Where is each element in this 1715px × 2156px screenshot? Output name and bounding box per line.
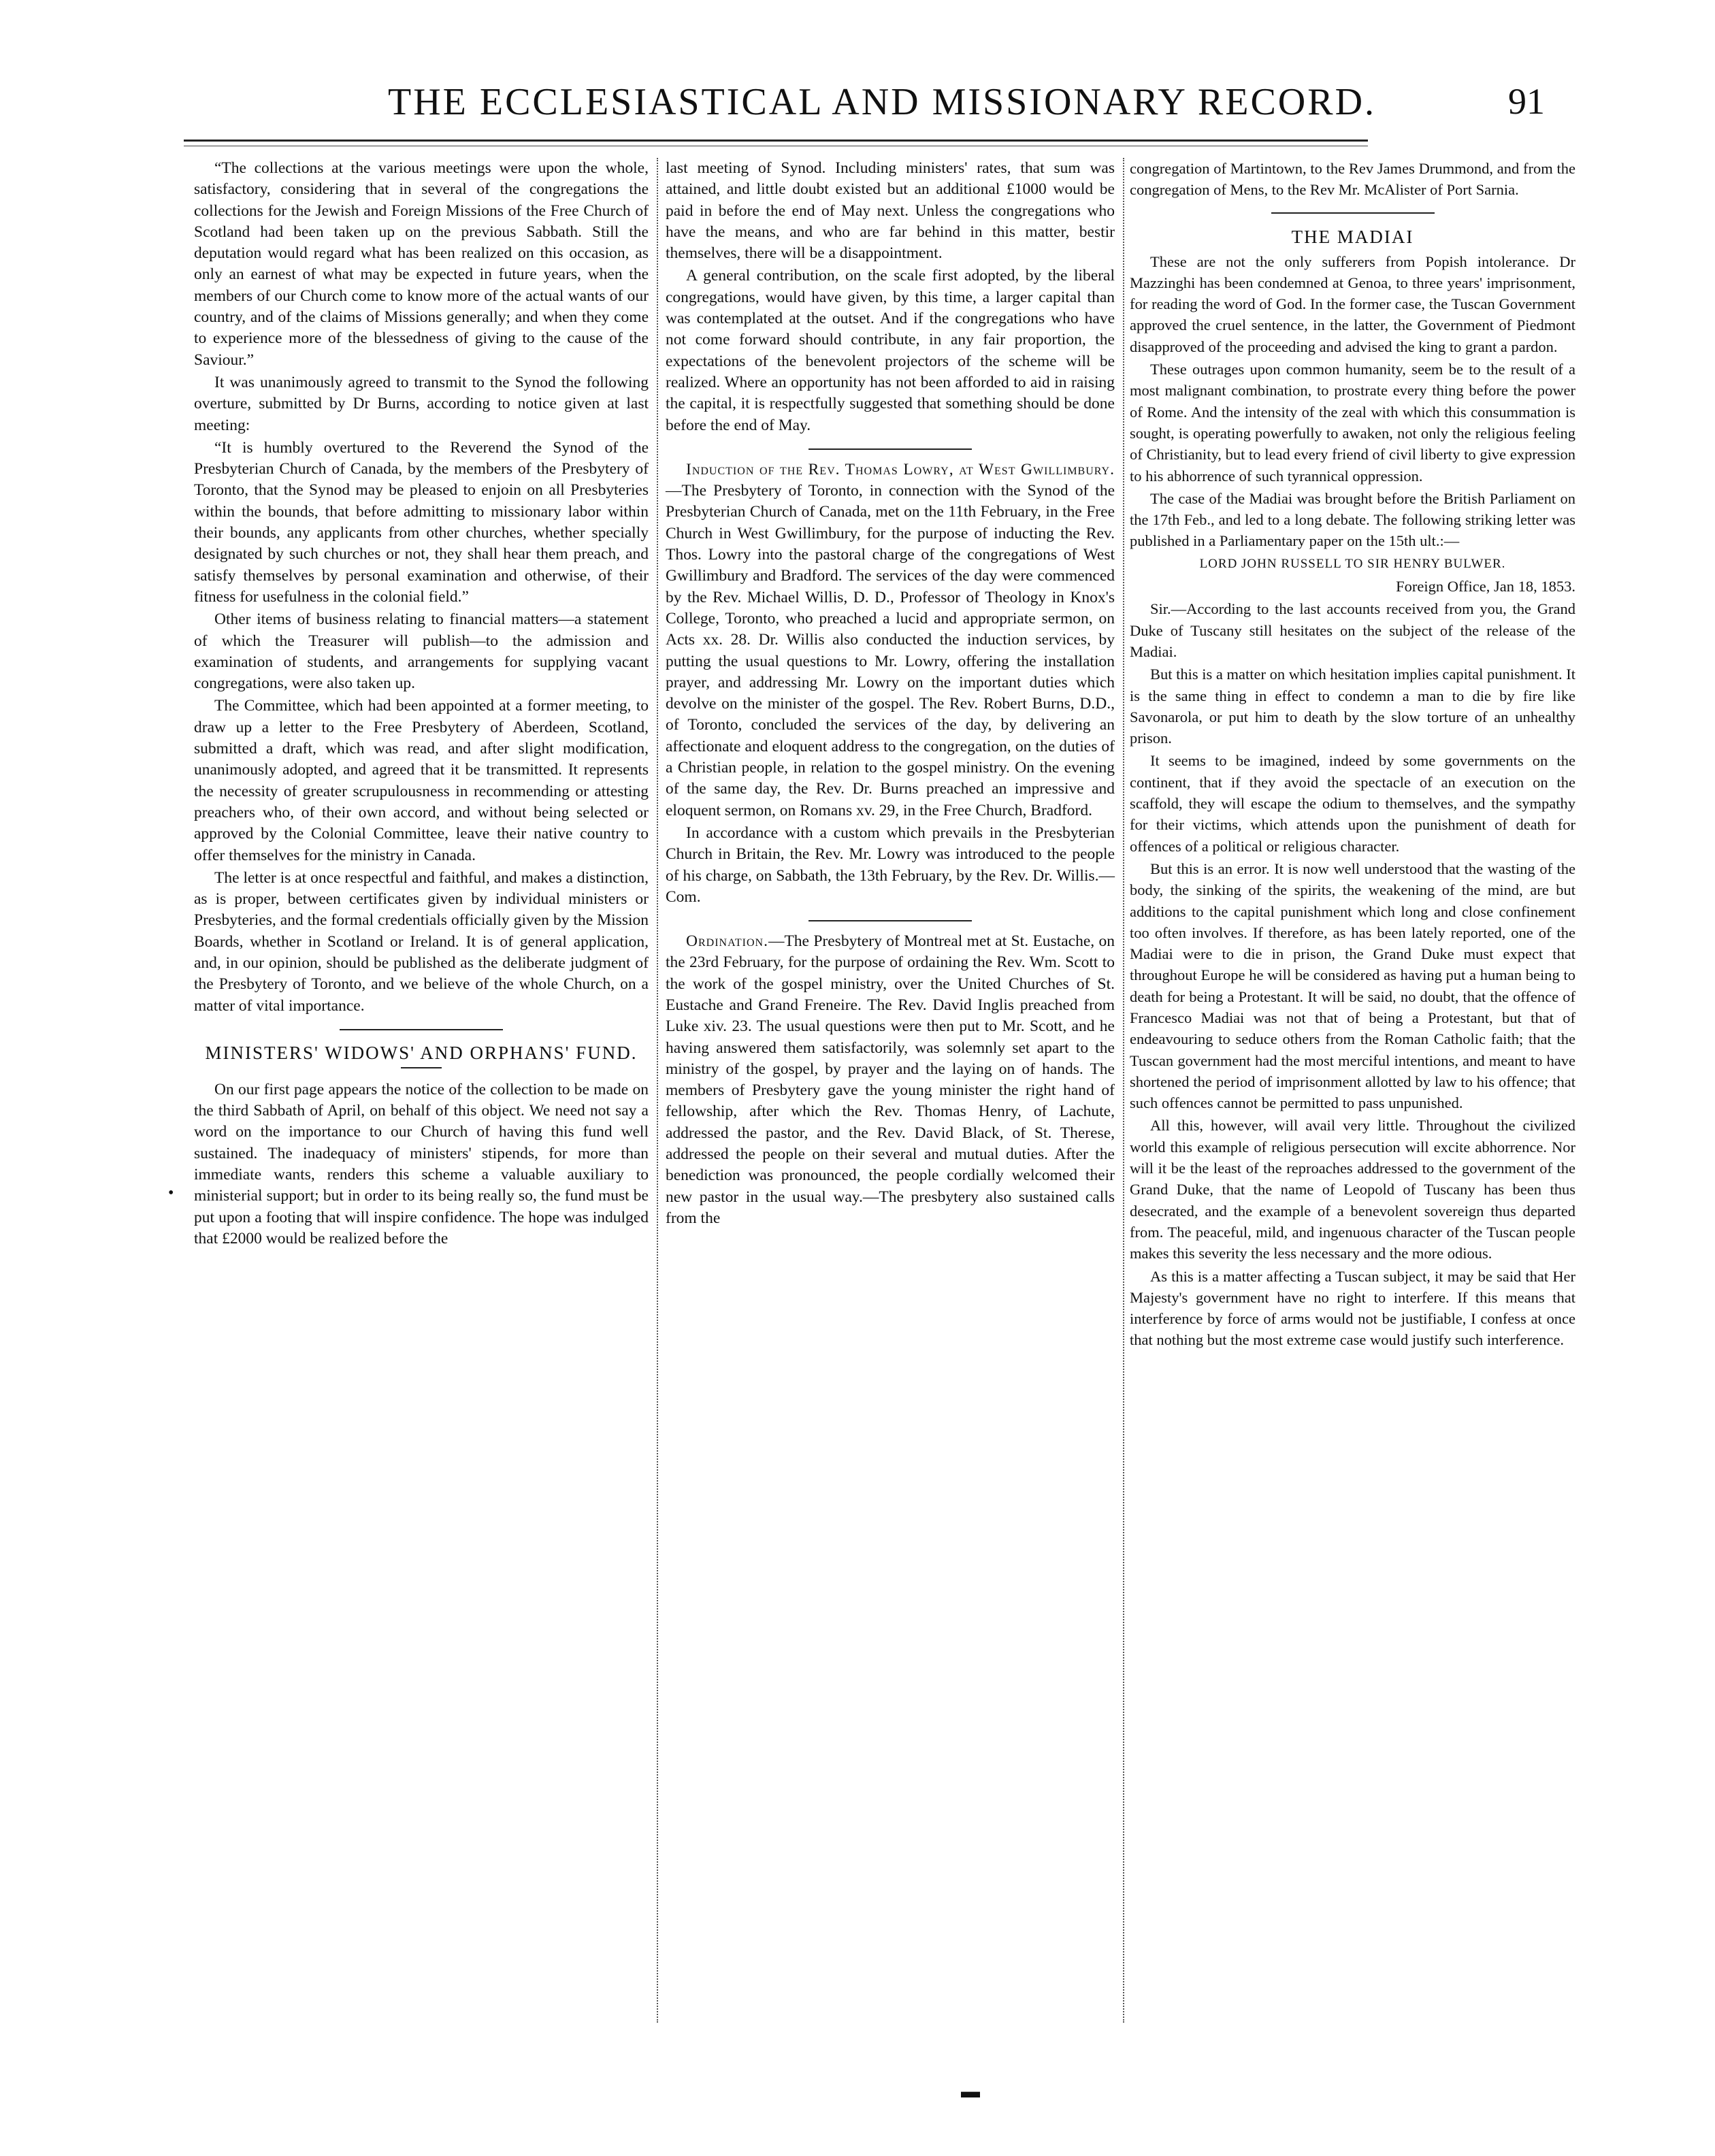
section-title: THE MADIAI — [1291, 226, 1414, 247]
column-3 — [1130, 158, 1575, 1352]
paragraph: Other items of business relating to financial matters—a statement of which the Treasurer will publish—to the admission and examination of students, and arrangements for supplying vacant congregations, were also taken up. — [194, 610, 649, 693]
column-divider-2 — [1123, 158, 1124, 2023]
journal-title: THE ECCLESIASTICAL AND MISSIONARY RECORD. — [388, 81, 1377, 123]
section-title: MINISTERS' WIDOWS' AND ORPHANS' FUND. — [205, 1042, 638, 1063]
article-heading: Ordination. — [686, 932, 768, 951]
letter-heading: LORD JOHN RUSSELL TO SIR HENRY BULWER. — [1199, 556, 1506, 571]
paragraph: As this is a matter affecting a Tuscan subject, it may be said that Her Majesty's government have no right to interfere. If this means that interference by force of arms would not be justifiable, I confess at once that nothing but the most extreme case would justify such interference. — [1130, 1267, 1575, 1349]
paragraph — [666, 931, 1115, 1229]
article-text: —The Presbytery of Montreal met at St. Eustache, on the 23rd February, for the purpose of ordaining the Rev. Wm. Scott to the work of the gospel ministry, over the United Churches of St. Eustache and Grand Freneire. The Rev. David Inglis preached from Luke xiv. 23. The usual questions were then put to Mr. Scott, and he having answered them satisfactorily, was solemnly set apart to the ministry of the gospel, by prayer and the laying on of hands. The members of Presbytery gave the young minister the right hand of fellowship, after which the Rev. Thomas Henry, of Lachute, addressed the pastor, and the Rev. David Black, of St. Therese, addressed the people on their several and mutual duties. After the benediction was pronounced, the people cordially welcomed their new pastor in the usual way.—The presbytery also sustained calls from the — [666, 932, 1115, 1227]
paragraph: “It is humbly overtured to the Reverend the Synod of the Presbyterian Church of Canada, by the members of the Presbytery of Toronto, that the Synod may be pleased to enjoin on all Presbyteries within the bounds, that before admitting to missionary labor within their bounds, any applicants from other churches, whether specially designated by such churches or not, they shall hear them preach, and satisfy themselves by personal examination and otherwise, of their fitness for usefulness in the colonial field.” — [194, 438, 649, 606]
paragraph: But this is an error. It is now well understood that the wasting of the body, the sinking of the spirits, the weakening of the mind, are but additions to the capital punishment which long and close confinement too often involves. If therefore, as has been lately reported, one of the Madiai were to die in prison, the Grand Duke must expect that throughout Europe he will be considered as having put a human being to death for being a Protestant. It will be said, no doubt, that the offence of Francesco Madiai was not that of being a Protestant, but that of endeavouring to seduce others from the Roman Catholic faith; that the Tuscan government had the most merciful intentions, and meant to have shortened the period of imprisonment allotted by law to his offence; that such offences cannot be permitted to pass unpunished. — [1130, 860, 1575, 1112]
paragraph: On our first page appears the notice of the collection to be made on the third Sabbath of April, on behalf of this object. We need not say a word on the importance to our Church of having this fund well sustained. The inadequacy of ministers' stipends, for more than immediate wants, renders this scheme a valuable auxiliary to ministerial support; but in order to its being really so, the fund must be put upon a footing that will inspire confidence. The hope was indulged that £2000 would be realized before the — [194, 1080, 649, 1247]
page-header — [184, 80, 1545, 135]
paragraph: The letter is at once respectful and faithful, and makes a distinction, as is proper, between certificates given by individual ministers or Presbyteries, and the formal credentials officially given by the Mission Boards, whether in Scotland or Ireland. It is of general application, and, in our opinion, should be published as the deliberate judgment of the Presbytery of Toronto, and we believe of the whole Church, on a matter of vital importance. — [194, 868, 649, 1015]
section-divider — [666, 442, 1115, 454]
article-text: —The Presbytery of Toronto, in connection with the Synod of the Presbyterian Church of Canada, met on the 11th February, in the Free Church in West Gwillimbury, for the purpose of inducting the Rev. Thos. Lowry into the pastoral charge of the congregations of West Gwillimbury and Bradford. The services of the day were commenced by the Rev. Michael Willis, D. D., Professor of Theology in Knox's College, Toronto, who preached a lucid and appropriate sermon, on Acts xx. 28. Dr. Willis also conducted the induction services, by putting the usual questions to Mr. Lowry, offering the installation prayer, and addressing Mr. Lowry on the important duties which devolve on the minister of the gospel. The Rev. Robert Burns, D.D., of Toronto, concluded the services of the day, by delivering an affectionate and eloquent address to the congregation, on the duties of a Christian people, in relation to the gospel ministry. On the evening of the same day, the Rev. Dr. Burns preached an impressive and eloquent sermon, on Romans xv. 29, in the Free Church, Bradford. — [666, 482, 1115, 819]
paragraph — [666, 459, 1115, 821]
paragraph: The case of the Madiai was brought before the British Parliament on the 17th Feb., and led to a long debate. The following striking letter was published in a Parliamentary paper on the 15th ult.:— — [1130, 489, 1575, 550]
column-2 — [666, 158, 1115, 1230]
page-number: 91 — [1508, 81, 1545, 122]
header-rule — [184, 140, 1368, 142]
section-divider — [1130, 206, 1575, 218]
paragraph: All this, however, will avail very little. Throughout the civilized world this example of religious persecution will excite abhorrence. Nor will it be the least of the reproaches addressed to the government of the Grand Duke, that the name of Leopold of Tuscany has been thus desecrated, and the example of a benevolent sovereign thus departed from. The peaceful, mild, and ingenuous character of the Tuscan people makes this severity the less necessary and the more odious. — [1130, 1117, 1575, 1262]
letter-date: Foreign Office, Jan 18, 1853. — [1396, 578, 1575, 595]
paragraph: Sir.—According to the last accounts received from you, the Grand Duke of Tuscany still hesitates on the subject of the release of the Madiai. — [1130, 600, 1575, 660]
paragraph: “The collections at the various meetings were upon the whole, satisfactory, considering that in several of the congregations the collections for the Jewish and Foreign Missions of the Free Church of Scotland had been taken up on the previous Sabbath. Still the deputation would regard what has been realized on this occasion, as only an earnest of what may be expected in future years, when the members of our Church come to know more of the actual wants of our country, and of the claims of Missions generally; and when they come to experience more of the blessedness of giving to the cause of the Saviour.” — [194, 159, 649, 369]
paragraph: last meeting of Synod. Including ministers' rates, that sum was attained, and little doubt existed but an additional £1000 would be paid in before the end of May next. Unless the congregations who have the means, and who are far behind in this matter, bestir themselves, there will be a disappointment. — [666, 159, 1115, 263]
article-heading: Induction of the Rev. Thomas Lowry, at West Gwillimbury. — [686, 460, 1115, 478]
column-1 — [194, 158, 649, 1251]
paragraph: In accordance with a custom which prevails in the Presbyterian Church in Britain, the Rev. Mr. Lowry was introduced to the people of his charge, on Sabbath, the 13th February, by the Rev. Dr. Willis.—Com. — [666, 823, 1115, 906]
paragraph: It was unanimously agreed to transmit to the Synod the following overture, submitted by Dr Burns, according to notice given at last meeting: — [194, 373, 649, 434]
section-divider — [666, 913, 1115, 926]
paragraph: congregation of Martintown, to the Rev James Drummond, and from the congregation of Mens, to the Rev Mr. McAlister of Port Sarnia. — [1130, 160, 1575, 199]
title-rule — [401, 1067, 442, 1068]
paragraph: A general contribution, on the scale first adopted, by the liberal congregations, would have given, by this time, a larger capital than was contemplated at the outset. And if the congregations who have not come forward should contribute, in any fair proportion, the expectations of the benevolent projectors of the scheme will be realized. Where an opportunity has not been afforded to aid in raising the capital, it is respectfully suggested that something should be done before the end of May. — [666, 267, 1115, 434]
section-divider — [194, 1022, 649, 1034]
column-divider-1 — [657, 158, 658, 2023]
paragraph: But this is a matter on which hesitation implies capital punishment. It is the same thing in effect to condemn a man to die by fire like Savonarola, or put him to death by the slow torture of an unhealthy prison. — [1130, 666, 1575, 747]
paragraph: These are not the only sufferers from Popish intolerance. Dr Mazzinghi has been condemned at Genoa, to three years' imprisonment, for reading the word of God. In the former case, the Tuscan Government approved the cruel sentence, in the latter, the Government of Piedmont disapproved of the proceeding and advised the king to grant a pardon. — [1130, 252, 1575, 355]
page-footer-mark: ▬ — [961, 2081, 980, 2102]
margin-dot: • — [168, 1184, 174, 1202]
paragraph: These outrages upon common humanity, seem be to the result of a most malignant combination, to prostrate every thing before the power of Rome. And the intensity of the zeal with which this consummation is sought, is operating powerfully to awaken, not only the religious feeling of Christianity, but to lead every friend of civil liberty to give expression to his abhorrence of such tyrannical oppression. — [1130, 361, 1575, 485]
paragraph: The Committee, which had been appointed at a former meeting, to draw up a letter to the Free Presbytery of Aberdeen, Scotland, submitted a draft, which was read, and after slight modification, unanimously adopted, and agreed that it be transmitted. It represents the necessity of greater scrupulousness in recommending or attesting preachers who, of their own accord, and without being selected or approved by the Colonial Committee, leave their native country to offer themselves for the ministry in Canada. — [194, 697, 649, 864]
paragraph: It seems to be imagined, indeed by some governments on the continent, that if they avoid the spectacle of an execution on the scaffold, they will escape the odium to themselves, and the sympathy for their victims, which attends upon the punishment of death for offences of a political or religious character. — [1130, 752, 1575, 855]
